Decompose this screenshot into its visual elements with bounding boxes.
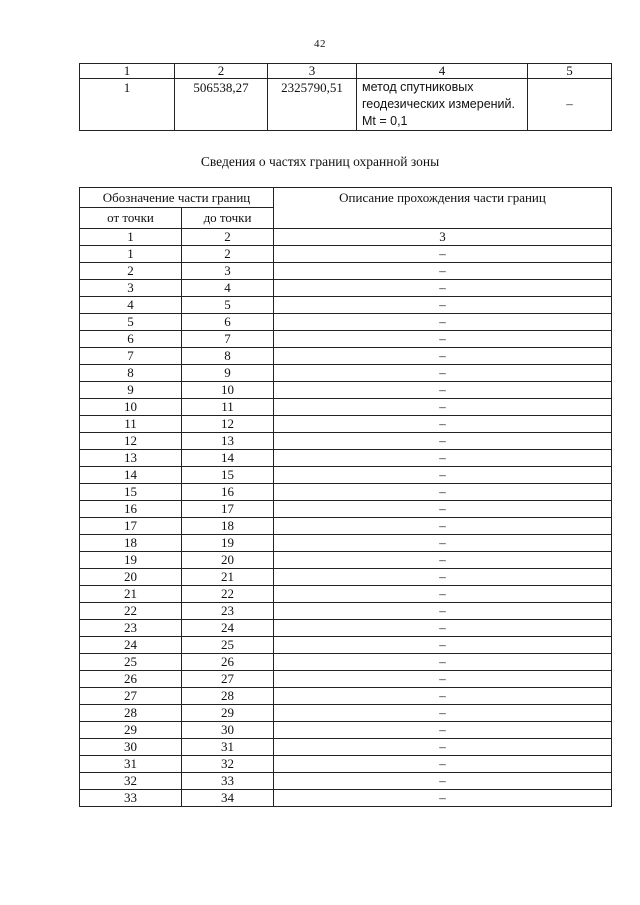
table-row [80, 586, 612, 603]
table-row [80, 705, 612, 722]
description-cell: – [274, 637, 612, 654]
column-number-1: 1 [80, 229, 182, 246]
description-cell: – [274, 484, 612, 501]
from-point-cell: 19 [80, 552, 182, 569]
from-point-cell: 33 [80, 790, 182, 807]
from-point-cell: 3 [80, 280, 182, 297]
table-row [80, 569, 612, 586]
to-point-cell: 17 [182, 501, 274, 518]
description-cell: – [274, 654, 612, 671]
from-point-cell: 10 [80, 399, 182, 416]
from-point-cell: 9 [80, 382, 182, 399]
to-point-cell: 8 [182, 348, 274, 365]
table-row [80, 671, 612, 688]
description-cell: – [274, 705, 612, 722]
to-point-cell: 13 [182, 433, 274, 450]
from-point-cell: 1 [80, 246, 182, 263]
from-point-cell: 26 [80, 671, 182, 688]
table-row [80, 280, 612, 297]
to-point-cell: 34 [182, 790, 274, 807]
to-point-cell: 5 [182, 297, 274, 314]
to-point-cell: 33 [182, 773, 274, 790]
to-point-cell: 31 [182, 739, 274, 756]
header-description: Описание прохождения части границ [274, 188, 612, 229]
table-row [80, 314, 612, 331]
from-point-cell: 15 [80, 484, 182, 501]
table-row [80, 637, 612, 654]
from-point-cell: 5 [80, 314, 182, 331]
description-cell: – [274, 722, 612, 739]
description-cell: – [274, 603, 612, 620]
table-row [80, 620, 612, 637]
from-point-cell: 31 [80, 756, 182, 773]
from-point-cell: 13 [80, 450, 182, 467]
coordinates-header-4: 4 [357, 64, 528, 79]
to-point-cell: 15 [182, 467, 274, 484]
from-point-cell: 6 [80, 331, 182, 348]
to-point-cell: 2 [182, 246, 274, 263]
from-point-cell: 4 [80, 297, 182, 314]
column-number-2: 2 [182, 229, 274, 246]
description-cell: – [274, 433, 612, 450]
table-row [80, 399, 612, 416]
description-cell: – [274, 416, 612, 433]
to-point-cell: 10 [182, 382, 274, 399]
description-cell: – [274, 246, 612, 263]
to-point-cell: 23 [182, 603, 274, 620]
table-row [80, 790, 612, 807]
description-cell: – [274, 552, 612, 569]
to-point-cell: 26 [182, 654, 274, 671]
from-point-cell: 20 [80, 569, 182, 586]
from-point-cell: 22 [80, 603, 182, 620]
to-point-cell: 16 [182, 484, 274, 501]
to-point-cell: 30 [182, 722, 274, 739]
from-point-cell: 30 [80, 739, 182, 756]
table-row [80, 688, 612, 705]
from-point-cell: 25 [80, 654, 182, 671]
from-point-cell: 17 [80, 518, 182, 535]
coordinates-header-3: 3 [268, 64, 357, 79]
description-cell: – [274, 297, 612, 314]
description-cell: – [274, 790, 612, 807]
from-point-cell: 12 [80, 433, 182, 450]
coordinates-header-row [80, 64, 612, 79]
table-row [80, 722, 612, 739]
description-cell: – [274, 671, 612, 688]
description-cell: – [274, 688, 612, 705]
coordinates-note: – [566, 96, 573, 111]
table-row [80, 739, 612, 756]
table-row [80, 654, 612, 671]
description-cell: – [274, 620, 612, 637]
description-cell: – [274, 467, 612, 484]
table-row [80, 603, 612, 620]
table-row [80, 263, 612, 280]
to-point-cell: 29 [182, 705, 274, 722]
to-point-cell: 7 [182, 331, 274, 348]
description-cell: – [274, 382, 612, 399]
to-point-cell: 4 [182, 280, 274, 297]
to-point-cell: 20 [182, 552, 274, 569]
from-point-cell: 21 [80, 586, 182, 603]
header-from-point: от точки [80, 208, 182, 229]
to-point-cell: 21 [182, 569, 274, 586]
column-number-3: 3 [274, 229, 612, 246]
table-row [80, 450, 612, 467]
to-point-cell: 32 [182, 756, 274, 773]
to-point-cell: 11 [182, 399, 274, 416]
description-cell: – [274, 280, 612, 297]
header-group: Обозначение части границ [80, 188, 274, 208]
table-row [80, 484, 612, 501]
to-point-cell: 24 [182, 620, 274, 637]
coordinate-y: 2325790,51 [268, 79, 357, 131]
to-point-cell: 25 [182, 637, 274, 654]
table-row [80, 773, 612, 790]
coordinates-header-5: 5 [528, 64, 612, 79]
table-row [80, 433, 612, 450]
description-cell: – [274, 501, 612, 518]
description-cell: – [274, 586, 612, 603]
to-point-cell: 22 [182, 586, 274, 603]
to-point-cell: 28 [182, 688, 274, 705]
table-row [80, 756, 612, 773]
from-point-cell: 14 [80, 467, 182, 484]
from-point-cell: 23 [80, 620, 182, 637]
description-cell: – [274, 348, 612, 365]
table-row [80, 365, 612, 382]
point-number: 1 [80, 79, 175, 131]
coordinates-note-cell [528, 79, 612, 131]
to-point-cell: 14 [182, 450, 274, 467]
to-point-cell: 9 [182, 365, 274, 382]
from-point-cell: 11 [80, 416, 182, 433]
to-point-cell: 12 [182, 416, 274, 433]
description-cell: – [274, 314, 612, 331]
section-title: Сведения о частях границ охранной зоны [200, 154, 440, 169]
description-cell: – [274, 518, 612, 535]
description-cell: – [274, 365, 612, 382]
coordinates-header-1: 1 [80, 64, 175, 79]
from-point-cell: 29 [80, 722, 182, 739]
coordinate-x: 506538,27 [175, 79, 268, 131]
to-point-cell: 19 [182, 535, 274, 552]
boundary-parts-table [79, 187, 612, 807]
from-point-cell: 24 [80, 637, 182, 654]
table-row [80, 297, 612, 314]
coordinates-table [79, 63, 612, 131]
table-row [80, 331, 612, 348]
table-row [80, 501, 612, 518]
description-cell: – [274, 450, 612, 467]
page-number: 42 [314, 38, 326, 50]
from-point-cell: 28 [80, 705, 182, 722]
coordinates-row [80, 79, 612, 131]
from-point-cell: 2 [80, 263, 182, 280]
table-row [80, 416, 612, 433]
boundary-rows [80, 229, 612, 807]
header-group-row [80, 188, 612, 208]
from-point-cell: 8 [80, 365, 182, 382]
to-point-cell: 18 [182, 518, 274, 535]
from-point-cell: 16 [80, 501, 182, 518]
description-cell: – [274, 331, 612, 348]
table-row [80, 518, 612, 535]
to-point-cell: 6 [182, 314, 274, 331]
coordinates-header-2: 2 [175, 64, 268, 79]
table-row [80, 382, 612, 399]
to-point-cell: 3 [182, 263, 274, 280]
table-row [80, 535, 612, 552]
table-row [80, 552, 612, 569]
description-cell: – [274, 535, 612, 552]
from-point-cell: 32 [80, 773, 182, 790]
from-point-cell: 7 [80, 348, 182, 365]
header-to-point: до точки [182, 208, 274, 229]
description-cell: – [274, 263, 612, 280]
table-row [80, 348, 612, 365]
column-number-row [80, 229, 612, 246]
description-cell: – [274, 739, 612, 756]
from-point-cell: 18 [80, 535, 182, 552]
to-point-cell: 27 [182, 671, 274, 688]
description-cell: – [274, 399, 612, 416]
description-cell: – [274, 756, 612, 773]
description-cell: – [274, 773, 612, 790]
table-row [80, 467, 612, 484]
table-row [80, 246, 612, 263]
from-point-cell: 27 [80, 688, 182, 705]
measurement-method: метод спутниковых геодезических измерений. Mt = 0,1 [357, 79, 528, 131]
description-cell: – [274, 569, 612, 586]
